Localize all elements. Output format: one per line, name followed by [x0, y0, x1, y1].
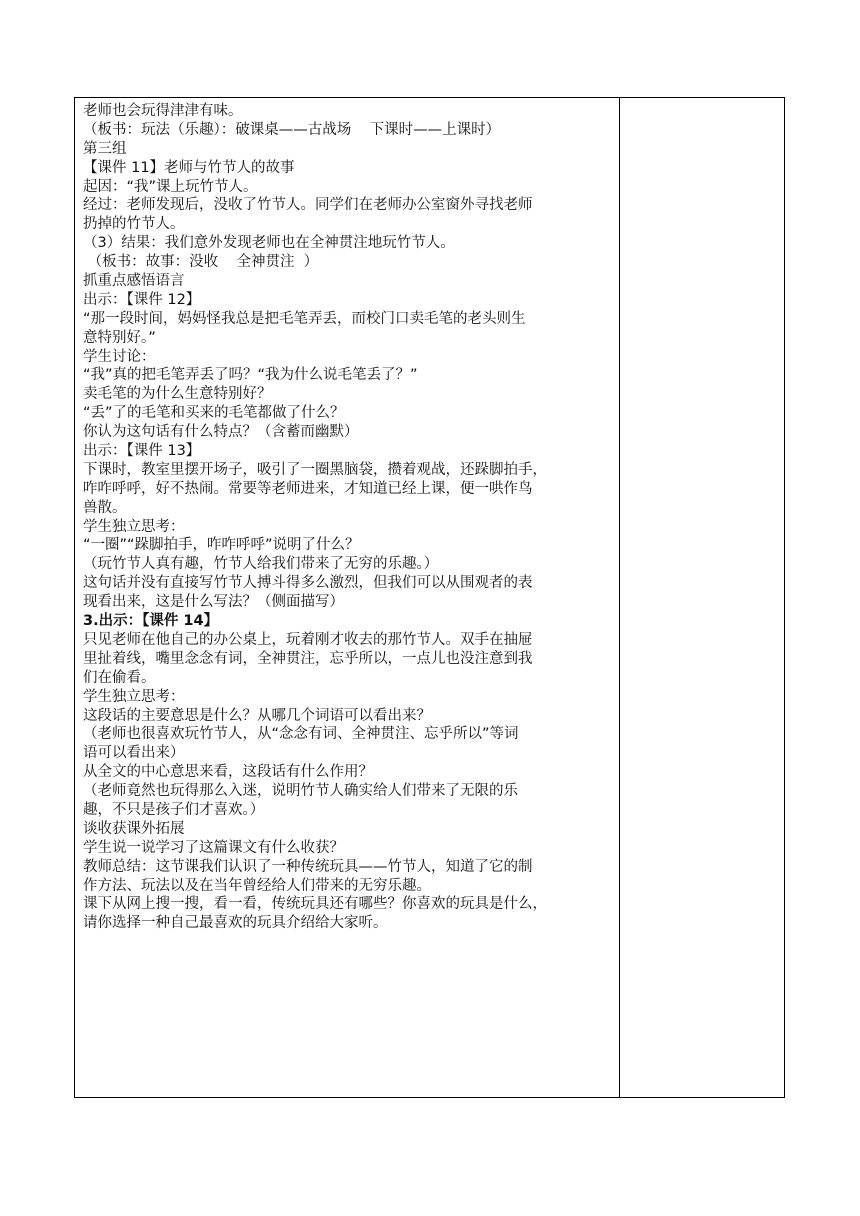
text-line: 从全文的中心意思来看，这段话有什么作用？	[83, 764, 373, 781]
text-line: 趣，不只是孩子们才喜欢。）	[83, 801, 265, 818]
text-line: 出示：【课件 13】	[83, 443, 201, 460]
text-line: 下课时，教室里摆开场子，吸引了一圈黑脑袋，攒着观战，还跺脚拍手，	[83, 461, 547, 478]
text-line: （老师也很喜欢玩竹节人，从“念念有词、全神贯注、忘乎所以”等词	[83, 726, 519, 743]
text-line: 只见老师在他自己的办公桌上，玩着刚才收去的那竹节人。双手在抽屉	[83, 631, 533, 648]
text-line: 卖毛笔的为什么生意特别好？	[83, 386, 272, 403]
text-line: 经过：老师发现后，没收了竹节人。同学们在老师办公室窗外寻找老师	[83, 197, 533, 214]
notes-cell	[620, 98, 784, 1097]
text-line: 【课件 11】老师与竹节人的故事	[83, 159, 295, 176]
text-line: 学生独立思考：	[83, 518, 185, 535]
text-line: 第三组	[83, 140, 127, 157]
text-line: 兽散。	[83, 499, 127, 516]
text-line: 咋咋呼呼，好不热闹。常要等老师进来，才知道已经上课，便一哄作鸟	[83, 480, 533, 497]
text-line: 现看出来，这是什么写法？（侧面描写）	[83, 594, 344, 611]
text-line: 学生说一说学习了这篇课文有什么收获？	[83, 839, 344, 856]
text-line: 这句话并没有直接写竹节人搏斗得多么激烈，但我们可以从围观者的表	[83, 575, 533, 592]
text-line: （3）结果：我们意外发现老师也在全神贯注地玩竹节人。	[83, 235, 455, 252]
text-line: “丢”了的毛笔和买来的毛笔都做了什么？	[83, 405, 345, 422]
text-line: 请你选择一种自己最喜欢的玩具介绍给大家听。	[83, 915, 388, 932]
text-line: 抓重点感悟语言	[83, 273, 185, 290]
text-line: （玩竹节人真有趣，竹节人给我们带来了无穷的乐趣。）	[83, 556, 439, 573]
text-line: （板书：故事：没收 全神贯注 ）	[83, 254, 319, 271]
text-line: “一圈”“跺脚拍手，咋咋呼呼”说明了什么？	[83, 537, 360, 554]
text-line: 学生独立思考：	[83, 688, 185, 705]
text-line: “那一段时间，妈妈怪我总是把毛笔弄丢，而校门口卖毛笔的老头则生	[83, 310, 526, 327]
text-line: 起因：“我”课上玩竹节人。	[83, 178, 258, 195]
text-line: 教师总结：这节课我们认识了一种传统玩具——竹节人，知道了它的制	[83, 858, 533, 875]
text-line: 谈收获课外拓展	[83, 820, 185, 837]
text-line: 你认为这句话有什么特点？（含蓄而幽默）	[83, 424, 359, 441]
text-line: 3.出示：【课件 14】	[83, 613, 219, 630]
text-line: 作方法、玩法以及在当年曾经给人们带来的无穷乐趣。	[83, 877, 431, 894]
text-line: 出示：【课件 12】	[83, 291, 201, 308]
text-line: 扔掉的竹节人。	[83, 216, 185, 233]
text-line: 里扯着线，嘴里念念有词，全神贯注，忘乎所以，一点儿也没注意到我	[83, 650, 533, 667]
text-line: 课下从网上搜一搜，看一看，传统玩具还有哪些？你喜欢的玩具是什么，	[83, 896, 547, 913]
lesson-table	[74, 97, 785, 1098]
text-line: 老师也会玩得津津有味。	[83, 103, 243, 119]
text-line: （板书：玩法（乐趣）：破课桌——古战场 下课时——上课时）	[83, 121, 501, 138]
text-line: （老师竟然也玩得那么入迷，说明竹节人确实给人们带来了无限的乐	[83, 783, 518, 800]
text-line: 语可以看出来）	[83, 745, 185, 762]
lesson-content-cell	[75, 98, 620, 1097]
text-line: 们在偷看。	[83, 669, 156, 686]
text-line: 意特别好。”	[83, 329, 156, 346]
text-line: “我”真的把毛笔弄丢了吗？“我为什么说毛笔丢了？”	[83, 367, 418, 384]
text-line: 这段话的主要意思是什么？从哪几个词语可以看出来？	[83, 707, 431, 724]
text-line: 学生讨论：	[83, 348, 156, 365]
